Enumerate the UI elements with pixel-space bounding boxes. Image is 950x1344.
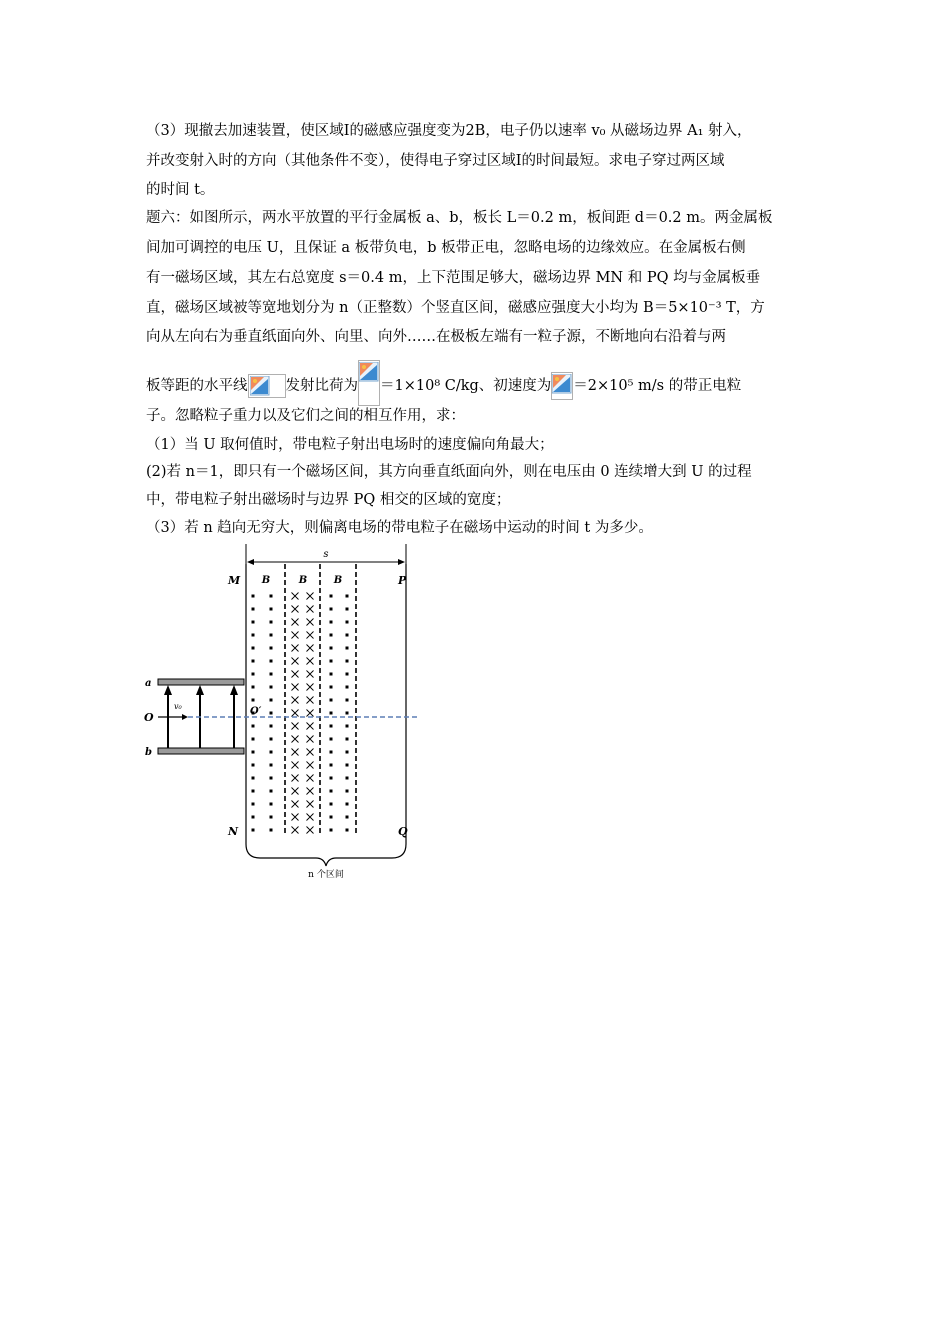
field-in-cross [292, 658, 299, 665]
text-segment: 板等距的水平线 [146, 378, 248, 394]
label-a: a [145, 678, 152, 689]
label-s: s [323, 549, 329, 560]
field-out-dot [252, 595, 255, 598]
text-line: 并改变射入时的方向（其他条件不变），使得电子穿过区域Ⅰ的时间最短。求电子穿过两区域 [146, 153, 725, 169]
field-in-cross [307, 697, 314, 704]
field-out-dot [252, 621, 255, 624]
field-out-dot [252, 673, 255, 676]
field-out-dot [252, 764, 255, 767]
field-out-dot [346, 803, 349, 806]
field-out-dot [346, 725, 349, 728]
field-in-cross [292, 606, 299, 613]
field-out-dot [270, 777, 273, 780]
field-in-cross [307, 814, 314, 821]
field-in-cross [307, 619, 314, 626]
field-out-dot [330, 829, 333, 832]
field-out-dot [270, 621, 273, 624]
field-in-cross [292, 619, 299, 626]
field-out-dot [270, 595, 273, 598]
field-out-dot [330, 803, 333, 806]
field-out-dot [330, 777, 333, 780]
field-in-cross [307, 723, 314, 730]
label-B: B [333, 575, 343, 586]
field-out-dot [346, 686, 349, 689]
physics-figure [140, 544, 430, 884]
field-out-dot [330, 712, 333, 715]
field-out-dot [330, 595, 333, 598]
field-out-dot [330, 686, 333, 689]
field-out-dot [252, 608, 255, 611]
field-out-dot [346, 621, 349, 624]
field-in-cross [292, 801, 299, 808]
field-in-cross [292, 814, 299, 821]
field-out-dot [346, 660, 349, 663]
field-out-dot [270, 803, 273, 806]
field-out-dot [252, 803, 255, 806]
field-in-cross [292, 697, 299, 704]
field-out-dot [346, 673, 349, 676]
field-out-dot [330, 764, 333, 767]
text-segment: ＝2×10⁵ m/s 的带正电粒 [573, 378, 742, 394]
field-in-cross [292, 827, 299, 834]
field-in-cross [292, 632, 299, 639]
field-out-dot [346, 777, 349, 780]
label-B: B [298, 575, 308, 586]
field-out-dot [346, 751, 349, 754]
text-line: 子。忽略粒子重力以及它们之间的相互作用，求： [146, 408, 465, 424]
field-in-cross [307, 606, 314, 613]
text-line: 间加可调控的电压 U，且保证 a 板带负电，b 板带正电，忽略电场的边缘效应。在金属板右侧 [146, 240, 746, 256]
field-in-cross [307, 593, 314, 600]
field-out-dot [252, 738, 255, 741]
field-out-dot [270, 608, 273, 611]
field-out-dot [330, 816, 333, 819]
field-out-dot [346, 699, 349, 702]
label-Q: Q [398, 825, 408, 838]
field-out-dot [346, 608, 349, 611]
label-M: M [228, 574, 241, 587]
field-out-dot [270, 764, 273, 767]
field-out-dot [330, 608, 333, 611]
field-in-cross [292, 788, 299, 795]
field-out-dot [330, 673, 333, 676]
field-out-dot [252, 647, 255, 650]
text-line: 的时间 t。 [146, 182, 215, 198]
text-line: 向从左向右为垂直纸面向外、向里、向外……在极板左端有一粒子源，不断地向右沿着与两 [146, 329, 726, 345]
field-out-dot [346, 595, 349, 598]
field-out-dot [270, 712, 273, 715]
field-in-cross [292, 645, 299, 652]
field-in-cross [307, 762, 314, 769]
magnetic-region [246, 564, 406, 844]
field-out-dot [270, 699, 273, 702]
field-out-dot [252, 699, 255, 702]
field-out-dot [252, 751, 255, 754]
label-O: O [144, 711, 154, 724]
plate-b [158, 748, 244, 754]
field-out-dot [270, 790, 273, 793]
bottom-brace [246, 844, 406, 880]
field-out-dot [270, 829, 273, 832]
field-out-dot [330, 699, 333, 702]
question-3: （3）若 n 趋向无穷大，则偏离电场的带电粒子在磁场中运动的时间 t 为多少。 [146, 520, 653, 536]
field-in-cross [307, 671, 314, 678]
field-out-dot [270, 686, 273, 689]
field-out-dot [252, 790, 255, 793]
velocity-arrow [158, 714, 188, 720]
field-out-dot [252, 777, 255, 780]
field-out-dot [346, 764, 349, 767]
field-in-cross [292, 723, 299, 730]
field-in-cross [292, 775, 299, 782]
label-B: B [261, 575, 271, 586]
field-in-cross [307, 684, 314, 691]
text-line: 有一磁场区域，其左右总宽度 s＝0.4 m，上下范围足够大，磁场边界 MN 和 PQ 均与金属板垂 [146, 270, 761, 286]
field-in-cross [292, 749, 299, 756]
field-out-dot [252, 634, 255, 637]
dimension-s [246, 544, 406, 565]
formula-image-placeholder [551, 372, 573, 400]
field-out-dot [330, 725, 333, 728]
field-out-dot [330, 751, 333, 754]
field-in-cross [307, 658, 314, 665]
text-line-with-formulas [146, 360, 741, 406]
field-out-dot [270, 634, 273, 637]
field-out-dot [330, 647, 333, 650]
label-N: N [228, 825, 239, 838]
field-out-dot [346, 829, 349, 832]
field-out-dot [252, 686, 255, 689]
field-in-cross [292, 671, 299, 678]
field-in-cross [292, 762, 299, 769]
field-out-dot [346, 790, 349, 793]
field-out-dot [330, 634, 333, 637]
text-line: （3）现撤去加速装置，使区域Ⅰ的磁感应强度变为2B，电子仍以速率 v₀ 从磁场边界 A₁ 射入， [146, 123, 752, 139]
field-out-dot [270, 751, 273, 754]
label-O-prime: O′ [250, 706, 262, 717]
field-out-dot [330, 660, 333, 663]
field-in-cross [307, 775, 314, 782]
metal-plates [144, 678, 262, 758]
field-in-cross [307, 801, 314, 808]
field-out-dot [346, 816, 349, 819]
formula-image-placeholder [358, 360, 380, 406]
question-1: （1）当 U 取何值时，带电粒子射出电场时的速度偏向角最大； [146, 437, 554, 453]
field-in-cross [307, 749, 314, 756]
field-in-cross [307, 736, 314, 743]
field-out-dot [270, 738, 273, 741]
field-out-dot [252, 725, 255, 728]
label-n-regions: n 个区间 [308, 870, 344, 880]
text-segment: 发射比荷为 [285, 378, 358, 394]
field-out-dot [270, 725, 273, 728]
field-out-dot [270, 816, 273, 819]
field-out-dot [330, 790, 333, 793]
field-out-dot [330, 621, 333, 624]
field-in-cross [292, 710, 299, 717]
field-in-cross [292, 593, 299, 600]
text-line: 直，磁场区域被等宽地划分为 n（正整数）个竖直区间，磁感应强度大小均为 B＝5×10⁻³ T，方 [146, 300, 765, 316]
formula-image-placeholder [248, 374, 286, 398]
field-in-cross [307, 632, 314, 639]
field-in-cross [307, 788, 314, 795]
label-v0: v₀ [174, 702, 182, 711]
field-out-dot [346, 712, 349, 715]
label-b: b [145, 747, 152, 758]
field-in-cross [292, 684, 299, 691]
field-out-dot [270, 647, 273, 650]
field-out-dot [330, 738, 333, 741]
field-out-dot [346, 634, 349, 637]
text-segment: ＝1×10⁸ C/kg、初速度为 [380, 378, 552, 394]
plate-a [158, 679, 244, 685]
question-2-continued: 中，带电粒子射出磁场时与边界 PQ 相交的区域的宽度； [146, 492, 511, 508]
field-out-dot [346, 738, 349, 741]
field-in-cross [307, 710, 314, 717]
question-2: (2)若 n＝1，即只有一个磁场区间，其方向垂直纸面向外，则在电压由 0 连续增大到 U 的过程 [146, 464, 752, 480]
field-out-dot [346, 647, 349, 650]
field-out-dot [252, 816, 255, 819]
field-out-dot [252, 660, 255, 663]
field-out-dot [252, 829, 255, 832]
field-in-cross [307, 827, 314, 834]
problem-heading-line: 题六：如图所示，两水平放置的平行金属板 a、b，板长 L＝0.2 m，板间距 d＝0.2 m。两金属板 [146, 210, 773, 226]
field-in-cross [292, 736, 299, 743]
field-out-dot [270, 673, 273, 676]
field-in-cross [307, 645, 314, 652]
field-out-dot [270, 660, 273, 663]
label-P: P [398, 574, 407, 587]
